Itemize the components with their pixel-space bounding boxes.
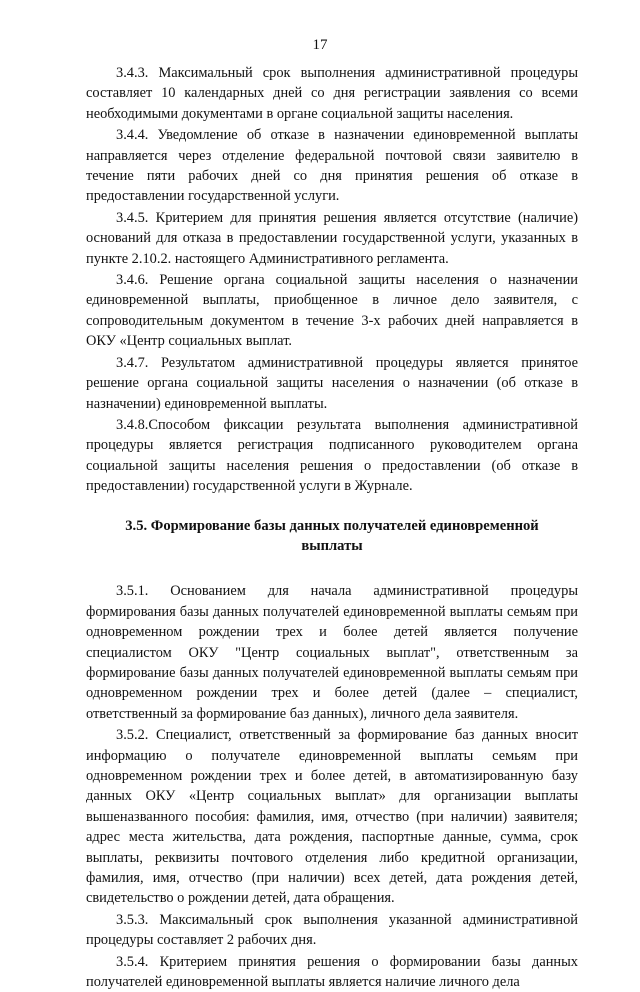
paragraph-3-4-7: 3.4.7. Результатом административной процедуры является принятое решение органа социальной защиты населения о назначении (об отказе в назначении) единовременной выплаты. bbox=[86, 354, 578, 412]
section-heading: 3.5. Формирование базы данных получателей единовременной выплаты bbox=[125, 517, 539, 554]
page-number: 17 bbox=[312, 37, 328, 53]
paragraph-3-5-2: 3.5.2. Специалист, ответственный за формирование баз данных вносит информацию о получателе единовременной выплаты семьям при одновременном рождении трех и более детей, в автоматизированную базу данных ОКУ «Центр социальных выплат» для организации выплаты вышеназванного пособия: фамилия, имя, отчество (при наличии) заявителя; адрес места жительства, дата рождения, паспортные данные, сумма, срок выплаты, реквизиты почтового отделения либо кредитной организации, фамилия, имя, отчество (при наличии) всех детей, дата рождения детей, свидетельство о рождении детей, дата обращения. bbox=[86, 727, 578, 907]
paragraph-3-4-6: 3.4.6. Решение органа социальной защиты населения о назначении единовременной выплаты, приобщенное в личное дело заявителя, с сопроводительным документом в течение 3-х рабочих дней направляется в ОКУ «Центр социальных выплат. bbox=[86, 272, 578, 350]
document-body bbox=[86, 63, 578, 992]
paragraph-3-5-1: 3.5.1. Основанием для начала административной процедуры формирования базы данных получателей единовременной выплаты семьям при одновременном рождении трех и более детей является получение специалистом ОКУ "Центр социальных выплат", ответственным за формирование базы данных получателей единовременной выплаты семьям при одновременном рождении трех и более детей (далее – специалист, ответственный за формирование баз данных), личного дела заявителя. bbox=[86, 583, 578, 722]
paragraph-3-5-4: 3.5.4. Критерием принятия решения о формировании базы данных получателей единовременной выплаты является наличие личного дела bbox=[86, 953, 578, 991]
paragraph-3-4-4: 3.4.4. Уведомление об отказе в назначении единовременной выплаты направляется через отделение федеральной почтовой связи заявителю в течение пяти рабочих дней со дня принятия решения об отказе в предоставлении государственной услуги. bbox=[86, 127, 578, 205]
paragraph-3-4-3: 3.4.3. Максимальный срок выполнения административной процедуры составляет 10 календарных дней со дня регистрации заявления со всеми необходимыми документами в органе социальной защиты населения. bbox=[86, 65, 578, 122]
paragraph-3-4-5: 3.4.5. Критерием для принятия решения является отсутствие (наличие) оснований для отказа в предоставлении государственной услуги, указанных в пункте 2.10.2. настоящего Административного регламента. bbox=[86, 209, 578, 267]
paragraph-3-5-3: 3.5.3. Максимальный срок выполнения указанной административной процедуры составляет 2 рабочих дня. bbox=[86, 911, 578, 949]
paragraph-3-4-8: 3.4.8.Способом фиксации результата выполнения административной процедуры является регистрация подписанного руководителем органа социальной защиты населения решения о предоставлении (об отказе в предоставлении) государственной услуги в Журнале. bbox=[86, 416, 578, 495]
